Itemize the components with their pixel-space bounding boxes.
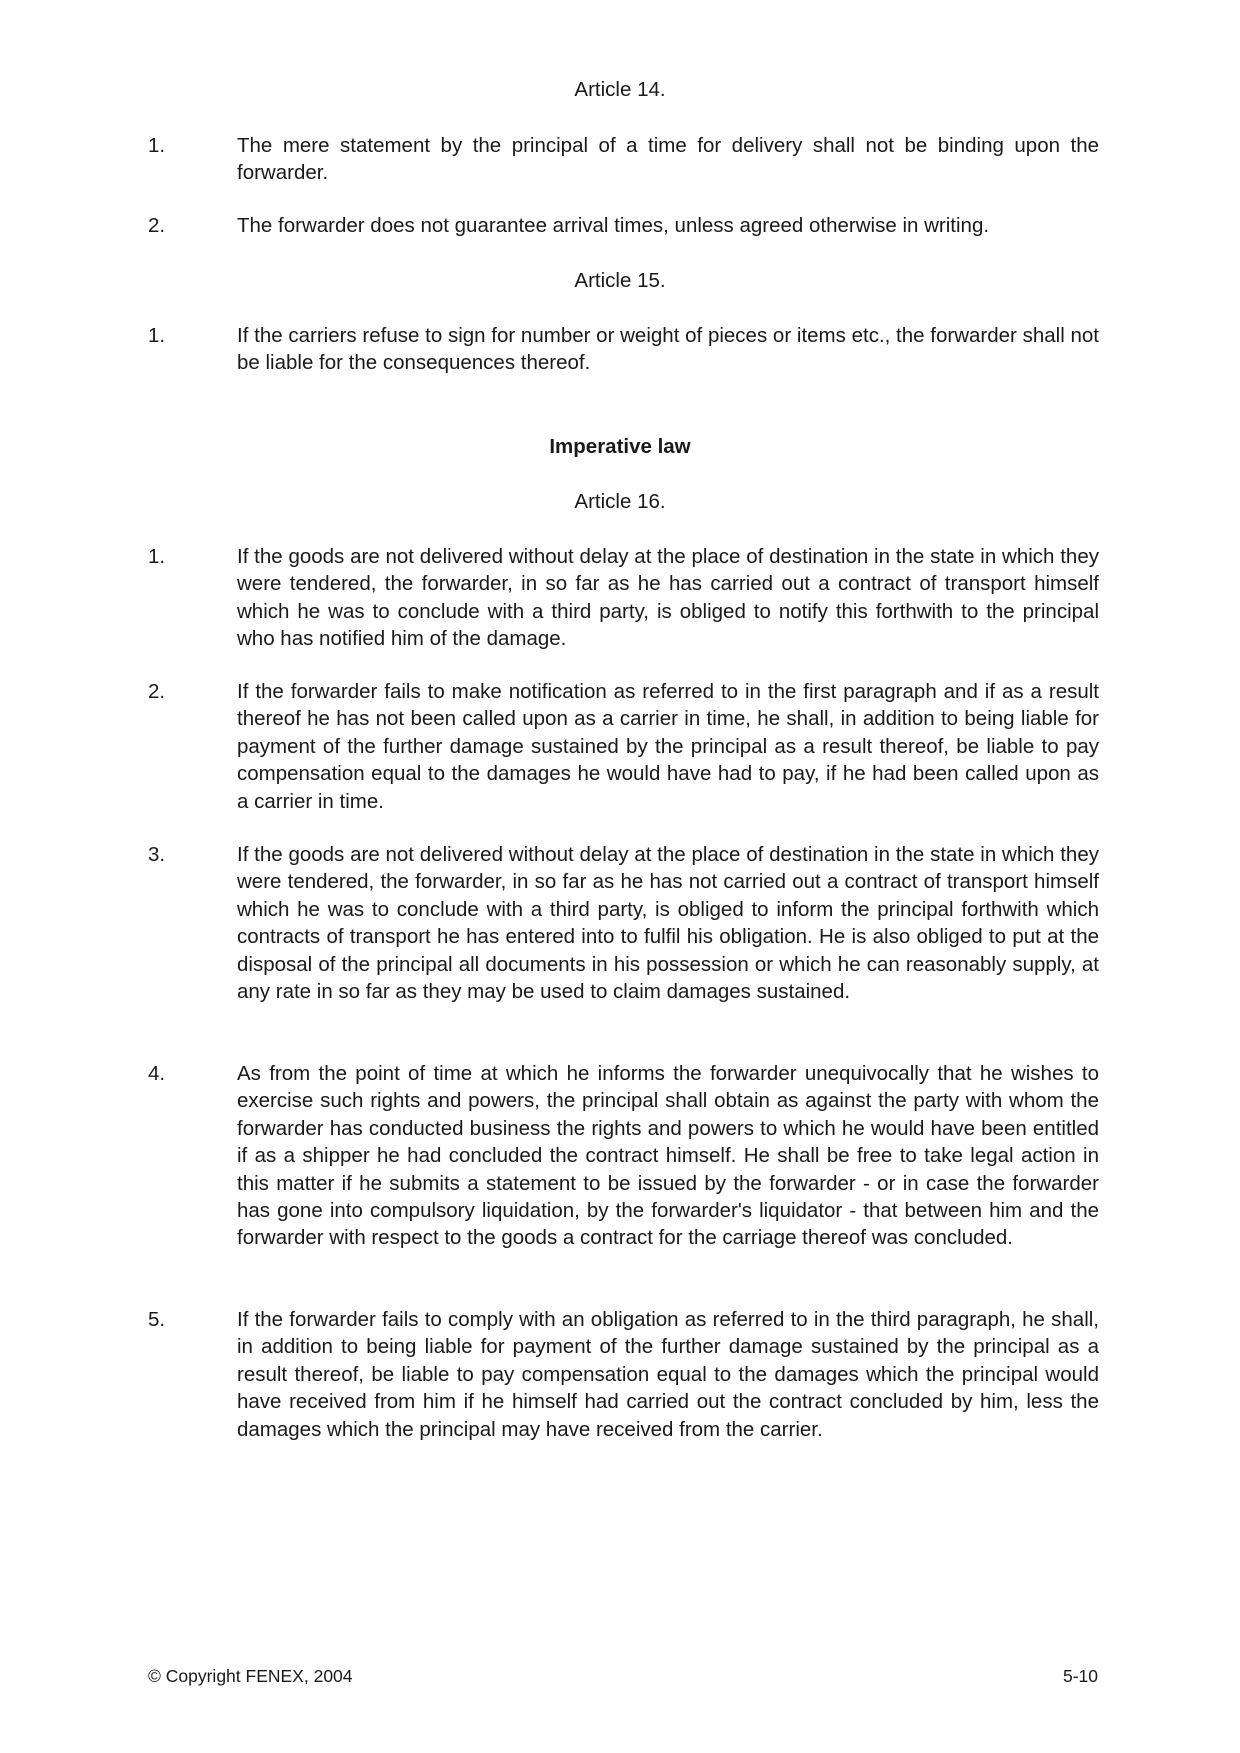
article-14-heading: Article 14. xyxy=(574,78,666,101)
paragraph-number: 5. xyxy=(148,1308,166,1331)
section-title: Imperative law xyxy=(549,435,691,458)
paragraph-number: 2. xyxy=(148,680,166,703)
paragraph-number: 4. xyxy=(148,1062,166,1085)
paragraph-text: If the carriers refuse to sign for number or weight of pieces or items etc., the forwarder shall not be liable for the consequences thereof. xyxy=(237,324,1099,375)
footer-copyright: © Copyright FENEX, 2004 xyxy=(148,1666,353,1686)
paragraph-number: 2. xyxy=(148,214,166,237)
paragraph-number: 1. xyxy=(148,324,166,347)
paragraph-number: 1. xyxy=(148,134,166,157)
paragraph-text: The forwarder does not guarantee arrival times, unless agreed otherwise in writing. xyxy=(237,214,990,237)
paragraph-text: If the goods are not delivered without delay at the place of destination in the state in which they were tendered, the forwarder, in so far as he has carried out a contract of transport himself which he was to conclude with a third party, is obliged to notify this forthwith to the principal who has notified him of the damage. xyxy=(237,545,1099,651)
paragraph-text: As from the point of time at which he informs the forwarder unequivocally that he wishes to exercise such rights and powers, the principal shall obtain as against the party with whom the forwarder has conducted business the rights and powers to which he would have been entitled if as a shipper he had concluded the contract himself. He shall be free to take legal action in this matter if he submits a statement to be issued by the forwarder - or in case the forwarder has gone into compulsory liquidation, by the forwarder's liquidator - that between him and the forwarder with respect to the goods a contract for the carriage thereof was concluded. xyxy=(237,1062,1099,1250)
footer-page-number: 5-10 xyxy=(1062,1666,1098,1686)
paragraph-text: If the forwarder fails to comply with an obligation as referred to in the third paragraph, he shall, in addition to being liable for payment of the further damage sustained by the principal as a result thereof, be liable to pay compensation equal to the damages which the principal would have received from him if he himself had carried out the contract concluded by him, less the damages which the principal may have received from the carrier. xyxy=(237,1308,1099,1441)
paragraph-text: If the forwarder fails to make notification as referred to in the first paragraph and if as a result thereof he has not been called upon as a carrier in time, he shall, in addition to being liable for payment of the further damage sustained by the principal as a result thereof, be liable to pay compensation equal to the damages he would have had to pay, if he had been called upon as a carrier in time. xyxy=(237,680,1099,813)
paragraph-text: If the goods are not delivered without delay at the place of destination in the state in which they were tendered, the forwarder, in so far as he has not carried out a contract of transport himself which he was to conclude with a third party, is obliged to inform the principal forthwith which contracts of transport he has entered into to fulfil his obligation. He is also obliged to put at the disposal of the principal all documents in his possession or which he can reasonably supply, at any rate in so far as they may be used to claim damages sustained. xyxy=(237,843,1099,1004)
paragraph-number: 1. xyxy=(148,545,166,568)
paragraph-text: The mere statement by the principal of a time for delivery shall not be binding upon the forwarder. xyxy=(237,134,1099,185)
article-15-heading: Article 15. xyxy=(574,269,666,292)
article-16-heading: Article 16. xyxy=(574,490,666,513)
paragraph-number: 3. xyxy=(148,843,166,866)
